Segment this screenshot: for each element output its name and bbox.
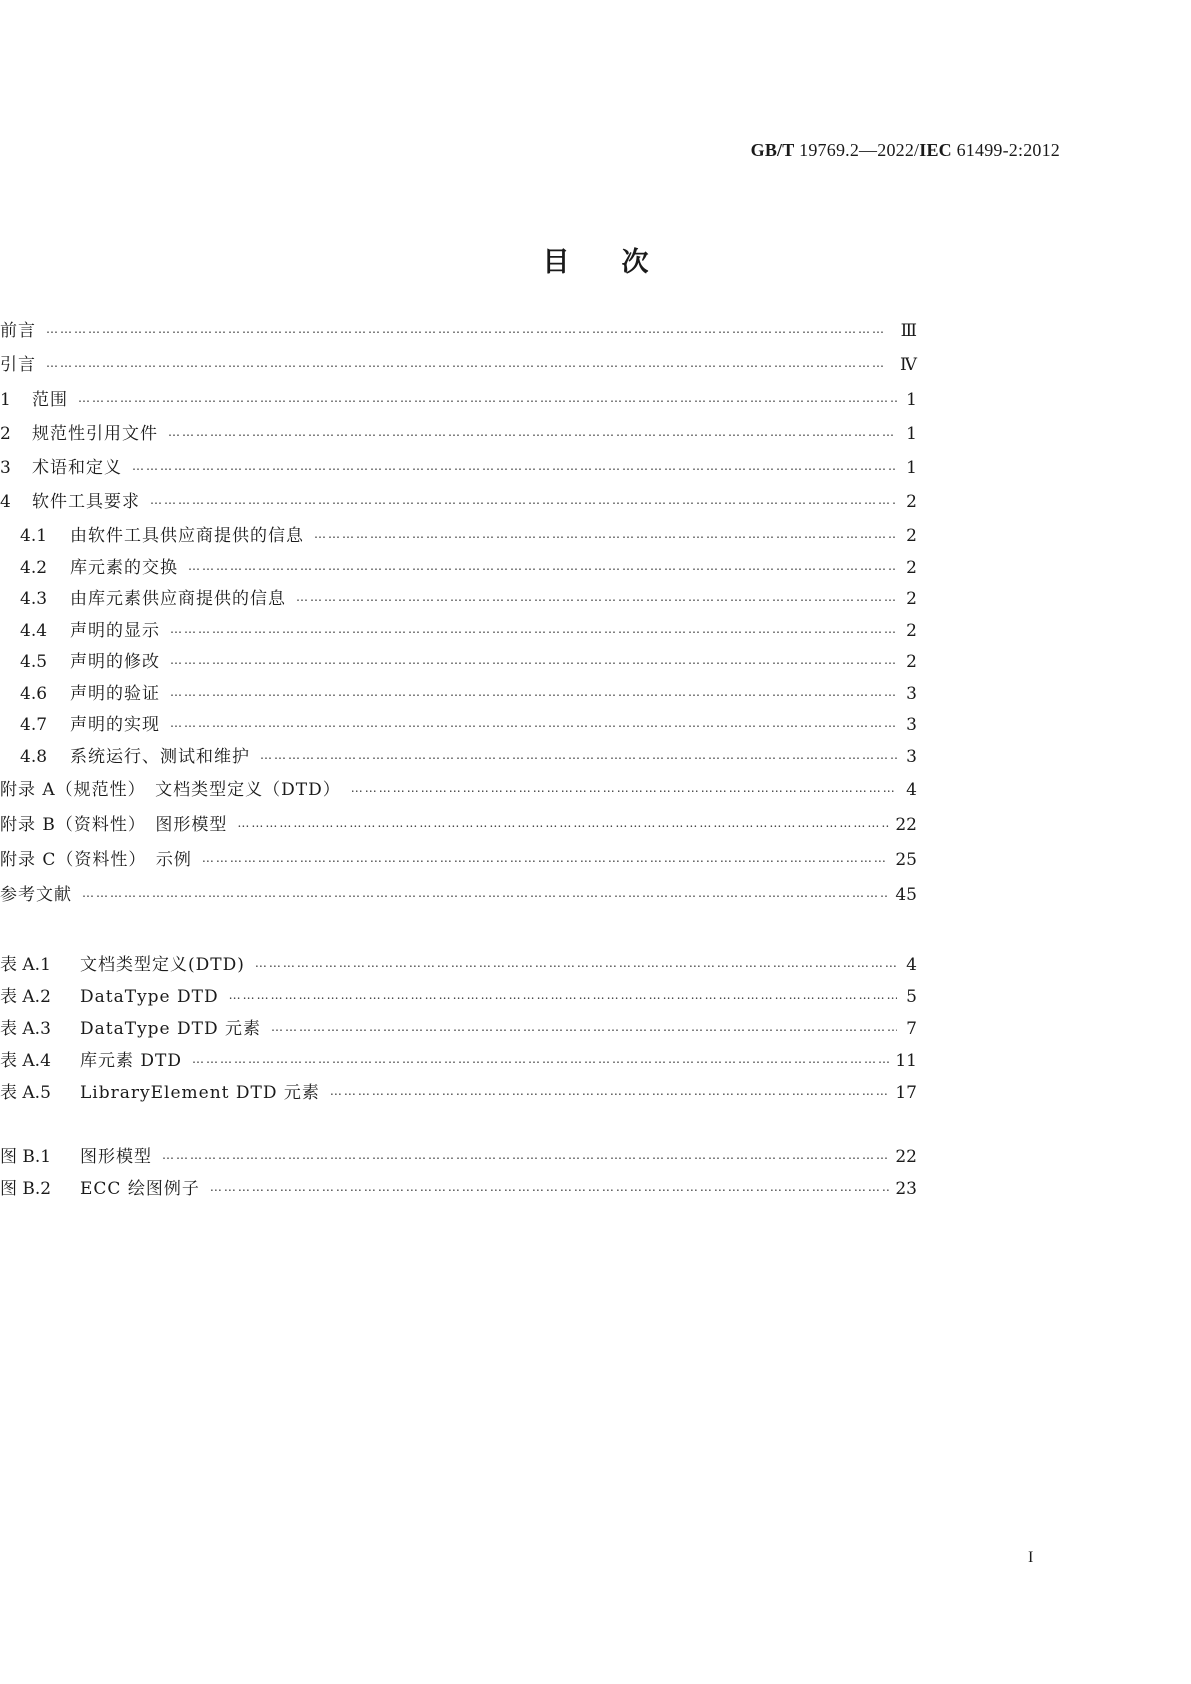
toc-figure-label: ECC 绘图例子 [80, 1179, 200, 1199]
toc-entry-number: 4.7 [20, 715, 48, 735]
toc-table-page: 11 [895, 1051, 917, 1071]
toc-entry-page: 2 [906, 621, 917, 641]
toc-table-page: 5 [906, 987, 917, 1007]
toc-table-label: DataType DTD 元素 [80, 1019, 262, 1039]
toc-table-number: 表 A.5 [0, 1083, 51, 1103]
leader-dots [168, 417, 897, 447]
leader-dots [162, 1140, 889, 1170]
leader-dots [46, 314, 895, 344]
toc-entry-1[interactable] [0, 385, 917, 415]
toc-table-label: LibraryElement DTD 元素 [80, 1083, 320, 1103]
toc-entry-number: 4.6 [20, 684, 48, 704]
toc-entry-4-4[interactable] [20, 616, 917, 646]
header-iec: IEC [919, 140, 952, 160]
leader-dots [132, 451, 897, 481]
toc-entry-page: Ⅳ [900, 355, 917, 375]
header-code: 19769.2—2022/ [799, 140, 920, 160]
toc-table-page: 7 [906, 1019, 917, 1039]
leader-dots [202, 843, 889, 873]
toc-entry-label: 附录 A（规范性） 文档类型定义（DTD） [0, 780, 341, 800]
toc-entry-4-7[interactable] [20, 710, 917, 740]
toc-entry-page: 2 [906, 558, 917, 578]
toc-entry-label: 附录 C（资料性） 示例 [0, 850, 192, 870]
toc-entry-label: 参考文献 [0, 885, 72, 905]
toc-entry-4-5[interactable] [20, 647, 917, 677]
toc-entry-page: 2 [906, 652, 917, 672]
toc-entry-label: 软件工具要求 [32, 492, 140, 512]
toc-entry-number: 2 [0, 424, 11, 444]
toc-entry-label: 库元素的交换 [70, 558, 178, 578]
leader-dots [78, 383, 897, 413]
toc-entry-page: 1 [906, 458, 917, 478]
toc-entry-page: 3 [906, 747, 917, 767]
leader-dots [229, 980, 897, 1010]
leader-dots [260, 740, 897, 770]
toc-entry-number: 1 [0, 390, 11, 410]
leader-dots [351, 773, 897, 803]
toc-entry-4-1[interactable] [20, 521, 917, 551]
toc-entry-label: 附录 B（资料性） 图形模型 [0, 815, 228, 835]
toc-entry-label: 声明的实现 [70, 715, 160, 735]
toc-table-page: 17 [895, 1083, 917, 1103]
toc-entry-3[interactable] [0, 453, 917, 483]
toc-table-label: 文档类型定义(DTD) [80, 955, 245, 975]
toc-entry-page: 3 [906, 715, 917, 735]
toc-entry-page: 4 [906, 780, 917, 800]
toc-table-a5[interactable] [0, 1078, 917, 1108]
toc-entry-number: 4.2 [20, 558, 48, 578]
toc-figure-page: 22 [895, 1147, 917, 1167]
toc-entry-label: 由软件工具供应商提供的信息 [70, 526, 304, 546]
toc-entry-page: Ⅲ [900, 321, 917, 341]
leader-dots [82, 878, 889, 908]
toc-table-a1[interactable] [0, 950, 917, 980]
toc-entry-number: 4.1 [20, 526, 48, 546]
toc-entry-4-6[interactable] [20, 679, 917, 709]
leader-dots [255, 948, 897, 978]
toc-figure-label: 图形模型 [80, 1147, 152, 1167]
toc-entry-page: 2 [906, 589, 917, 609]
leader-dots [330, 1076, 889, 1106]
toc-entry-2[interactable] [0, 419, 917, 449]
toc-entry-number: 4 [0, 492, 11, 512]
page-title: 目次 [542, 247, 701, 278]
toc-table-label: DataType DTD [80, 987, 219, 1007]
toc-entry-page: 45 [895, 885, 917, 905]
standard-code-header [751, 140, 1060, 161]
leader-dots [46, 348, 894, 378]
leader-dots [170, 614, 897, 644]
toc-entry-page: 1 [906, 390, 917, 410]
toc-entry-page: 22 [895, 815, 917, 835]
toc-entry-number: 4.3 [20, 589, 48, 609]
toc-entry-label: 系统运行、测试和维护 [70, 747, 250, 767]
toc-entry-page: 2 [906, 492, 917, 512]
header-prefix: GB/T [750, 140, 795, 160]
toc-entry-label: 引言 [0, 355, 36, 375]
toc-entry-annex-a[interactable] [0, 775, 917, 805]
leader-dots [170, 708, 897, 738]
toc-entry-number: 4.4 [20, 621, 48, 641]
toc-entry-foreword[interactable] [0, 316, 917, 346]
toc-entry-label: 声明的验证 [70, 684, 160, 704]
toc-table-number: 表 A.2 [0, 987, 51, 1007]
toc-entry-label: 声明的显示 [70, 621, 160, 641]
toc-entry-label: 范围 [32, 390, 68, 410]
toc-entry-4-3[interactable] [20, 584, 917, 614]
leader-dots [170, 645, 897, 675]
toc-entry-number: 3 [0, 458, 11, 478]
toc-table-number: 表 A.1 [0, 955, 51, 975]
toc-entry-label: 术语和定义 [32, 458, 122, 478]
leader-dots [170, 677, 897, 707]
toc-table-number: 表 A.4 [0, 1051, 51, 1071]
leader-dots [296, 582, 897, 612]
toc-entry-4-8[interactable] [20, 742, 917, 772]
toc-table-number: 表 A.3 [0, 1019, 51, 1039]
toc-entry-label: 前言 [0, 321, 36, 341]
toc-entry-4-2[interactable] [20, 553, 917, 583]
leader-dots [188, 551, 897, 581]
toc-entry-annex-c[interactable] [0, 845, 917, 875]
leader-dots [271, 1012, 897, 1042]
toc-entry-page: 3 [906, 684, 917, 704]
page-number: I [1028, 1549, 1034, 1566]
toc-entry-page: 2 [906, 526, 917, 546]
toc-entry-introduction[interactable] [0, 350, 917, 380]
toc-table-label: 库元素 DTD [80, 1051, 183, 1071]
toc-figure-number: 图 B.2 [0, 1179, 52, 1199]
toc-table-a3[interactable] [0, 1014, 917, 1044]
leader-dots [192, 1044, 889, 1074]
leader-dots [210, 1172, 890, 1202]
toc-entry-bibliography[interactable] [0, 880, 917, 910]
toc-figure-b1[interactable] [0, 1142, 917, 1172]
toc-figure-page: 23 [895, 1179, 917, 1199]
leader-dots [314, 519, 897, 549]
toc-figure-b2[interactable] [0, 1174, 917, 1204]
toc-table-a4[interactable] [0, 1046, 917, 1076]
toc-entry-number: 4.8 [20, 747, 48, 767]
leader-dots [237, 808, 889, 838]
toc-entry-page: 25 [895, 850, 917, 870]
toc-entry-label: 规范性引用文件 [32, 424, 158, 444]
leader-dots [150, 485, 897, 515]
toc-entry-label: 由库元素供应商提供的信息 [70, 589, 286, 609]
toc-entry-4[interactable] [0, 487, 917, 517]
toc-entry-annex-b[interactable] [0, 810, 917, 840]
toc-entry-number: 4.5 [20, 652, 48, 672]
toc-entry-page: 1 [906, 424, 917, 444]
header-iec-code: 61499-2:2012 [956, 140, 1060, 160]
toc-figure-number: 图 B.1 [0, 1147, 52, 1167]
toc-table-page: 4 [906, 955, 917, 975]
toc-table-a2[interactable] [0, 982, 917, 1012]
toc-entry-label: 声明的修改 [70, 652, 160, 672]
